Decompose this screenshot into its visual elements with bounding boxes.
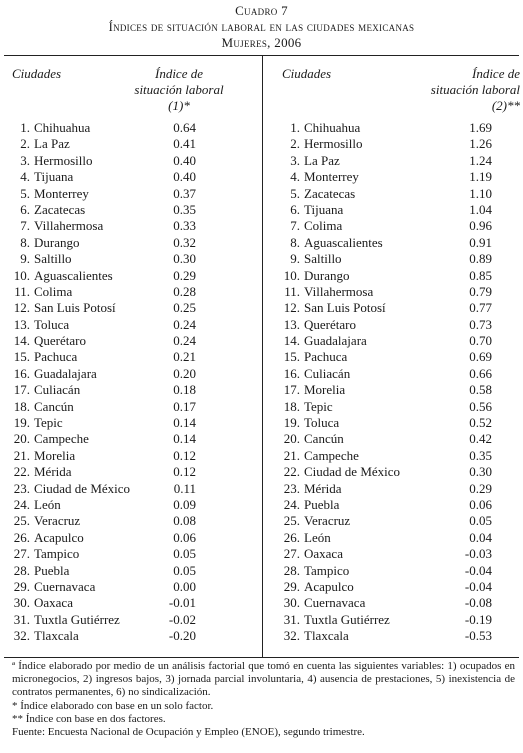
index-header-line: Índice de — [471, 66, 520, 81]
city-name: Morelia — [304, 382, 346, 398]
city-name: Tepic — [34, 415, 63, 431]
table-title — [0, 0, 523, 51]
rank-number: 15. — [283, 349, 300, 365]
table-row — [264, 497, 522, 513]
table-row — [264, 513, 522, 529]
table-row — [264, 349, 522, 365]
table-row — [4, 153, 262, 169]
index-value: 0.28 — [173, 283, 196, 299]
city-name: Campeche — [34, 431, 89, 447]
table-row — [264, 169, 522, 185]
table-row — [4, 349, 262, 365]
city-name: Tlaxcala — [34, 628, 79, 644]
table-row — [264, 546, 522, 562]
right-table — [264, 56, 522, 645]
table-row — [4, 169, 262, 185]
city-name: Durango — [304, 267, 350, 283]
index-value: 0.35 — [173, 201, 196, 217]
rank-number: 19. — [13, 415, 30, 431]
city-name: Cancún — [34, 398, 74, 414]
table-row — [4, 464, 262, 480]
rank-number: 21. — [13, 447, 30, 463]
left-header — [4, 56, 262, 120]
city-name: Oaxaca — [304, 546, 343, 562]
index-value: 0.33 — [173, 218, 196, 234]
index-value: 0.66 — [469, 365, 492, 381]
index-value: 0.14 — [173, 431, 196, 447]
table-row — [264, 186, 522, 202]
city-name: La Paz — [304, 152, 340, 168]
city-name: Acapulco — [34, 529, 84, 545]
index-value: 0.05 — [173, 562, 196, 578]
index-header-line: (1)* — [168, 98, 190, 113]
city-name: Saltillo — [34, 251, 72, 267]
index-value: 1.10 — [469, 185, 492, 201]
rank-number: 17. — [283, 382, 300, 398]
city-name: Guadalajara — [304, 333, 367, 349]
index-value: 0.29 — [469, 480, 492, 496]
table-row — [264, 563, 522, 579]
city-name: Tijuana — [34, 169, 74, 185]
table-row — [264, 120, 522, 136]
rank-number: 1. — [20, 120, 30, 135]
index-value: 1.26 — [469, 136, 492, 152]
rank-number: 14. — [13, 333, 30, 349]
table-row — [264, 415, 522, 431]
index-value: 0.37 — [173, 185, 196, 201]
table-row — [4, 136, 262, 152]
rank-number: 20. — [13, 431, 30, 447]
table-row — [264, 202, 522, 218]
city-name: Tuxtla Gutiérrez — [304, 611, 390, 627]
table-number: Cuadro 7 — [235, 3, 288, 18]
table-row — [4, 579, 262, 595]
city-name: Tampico — [34, 546, 80, 562]
rank-number: 10. — [283, 267, 300, 283]
city-name: Toluca — [34, 316, 70, 332]
index-value: 1.19 — [469, 169, 492, 185]
rank-number: 5. — [20, 185, 30, 201]
index-value: 0.05 — [469, 513, 492, 529]
table-row — [264, 251, 522, 267]
table-row — [264, 628, 522, 644]
table-row — [4, 563, 262, 579]
index-header-line: situación laboral — [430, 82, 520, 97]
table-row — [4, 251, 262, 267]
table-row — [4, 186, 262, 202]
table-row — [264, 153, 522, 169]
table-row — [4, 481, 262, 497]
rank-number: 31. — [283, 611, 300, 627]
city-name: Chihuahua — [34, 120, 91, 135]
rank-number: 20. — [283, 431, 300, 447]
table-row — [264, 464, 522, 480]
rank-number: 16. — [283, 365, 300, 381]
table-row — [264, 530, 522, 546]
rank-number: 8. — [290, 234, 300, 250]
index-value: 0.17 — [173, 398, 196, 414]
rank-number: 5. — [290, 185, 300, 201]
index-value: 0.09 — [173, 496, 196, 512]
index-value: 0.06 — [469, 496, 492, 512]
index-value: 0.12 — [173, 447, 196, 463]
city-name: Querétaro — [304, 316, 356, 332]
index-value: 0.58 — [469, 382, 492, 398]
table-row — [264, 448, 522, 464]
index-header-line: situación laboral — [134, 82, 224, 97]
left-rows — [4, 120, 262, 645]
city-name: Veracruz — [304, 513, 351, 529]
index-value: 0.04 — [469, 529, 492, 545]
city-name: Guadalajara — [34, 365, 97, 381]
rank-number: 28. — [13, 562, 30, 578]
index-value: 0.00 — [173, 578, 196, 594]
rank-number: 24. — [13, 496, 30, 512]
city-name: Hermosillo — [304, 136, 363, 152]
table-row — [4, 284, 262, 300]
bottom-rule — [4, 657, 519, 658]
city-name: Toluca — [304, 415, 340, 431]
city-name: Villahermosa — [304, 283, 374, 299]
index-value: 0.24 — [173, 333, 196, 349]
index-value: 0.11 — [173, 480, 196, 496]
city-name: Saltillo — [304, 251, 342, 267]
city-name: León — [34, 496, 61, 512]
rank-number: 30. — [13, 595, 30, 611]
table-row — [264, 481, 522, 497]
rank-number: 23. — [13, 480, 30, 496]
table-row — [4, 268, 262, 284]
rank-number: 9. — [290, 251, 300, 267]
rank-number: 13. — [283, 316, 300, 332]
table-row — [4, 448, 262, 464]
index-value: 0.69 — [469, 349, 492, 365]
index-value: 0.64 — [173, 120, 196, 135]
table-row — [264, 284, 522, 300]
index-value: 0.30 — [173, 251, 196, 267]
city-name: Cuernavaca — [34, 578, 96, 594]
rank-number: 12. — [13, 300, 30, 316]
city-name: Chihuahua — [304, 120, 361, 135]
table-row — [4, 333, 262, 349]
table-row — [4, 120, 262, 136]
table-row — [264, 268, 522, 284]
table-row — [264, 218, 522, 234]
city-name: San Luis Potosí — [34, 300, 116, 316]
city-column-header: Ciudades — [12, 66, 62, 81]
city-name: Cancún — [304, 431, 344, 447]
city-name: Puebla — [304, 496, 340, 512]
city-name: Tlaxcala — [304, 628, 349, 644]
rank-number: 7. — [290, 218, 300, 234]
rank-number: 2. — [290, 136, 300, 152]
table-row — [4, 399, 262, 415]
index-value: -0.01 — [168, 595, 196, 611]
table-row — [4, 382, 262, 398]
rank-number: 4. — [20, 169, 30, 185]
city-name: Monterrey — [34, 185, 89, 201]
rank-number: 19. — [283, 415, 300, 431]
city-name: Tuxtla Gutiérrez — [34, 611, 120, 627]
rank-number: 14. — [283, 333, 300, 349]
index-value: 0.08 — [173, 513, 196, 529]
city-name: Querétaro — [34, 333, 86, 349]
index-value: 0.14 — [173, 415, 196, 431]
rank-number: 4. — [290, 169, 300, 185]
city-name: Tijuana — [304, 201, 344, 217]
index-value: 0.52 — [469, 415, 492, 431]
table-row — [264, 399, 522, 415]
table-row — [4, 530, 262, 546]
rank-number: 30. — [283, 595, 300, 611]
rank-number: 26. — [283, 529, 300, 545]
table-row — [4, 497, 262, 513]
rank-number: 29. — [13, 578, 30, 594]
index-value: -0.53 — [464, 628, 492, 644]
rank-number: 24. — [283, 496, 300, 512]
city-name: Pachuca — [304, 349, 348, 365]
table-row — [4, 513, 262, 529]
city-name: Morelia — [34, 447, 76, 463]
index-value: 0.41 — [173, 136, 196, 152]
index-value: 0.06 — [173, 529, 196, 545]
rank-number: 29. — [283, 578, 300, 594]
index-value: 0.12 — [173, 464, 196, 480]
index-value: 0.40 — [173, 152, 196, 168]
table-row — [4, 612, 262, 628]
index-value: -0.08 — [464, 595, 492, 611]
city-name: Veracruz — [34, 513, 81, 529]
source-note: Fuente: Encuesta Nacional de Ocupación y Empleo (ENOE), segundo trimestre. — [12, 726, 365, 739]
rank-number: 22. — [283, 464, 300, 480]
rank-number: 12. — [283, 300, 300, 316]
table-row — [4, 595, 262, 611]
city-name: Mérida — [304, 480, 342, 496]
table-row — [264, 300, 522, 316]
city-name: Durango — [34, 234, 80, 250]
table-row — [4, 202, 262, 218]
rank-number: 2. — [20, 136, 30, 152]
index-value: 0.35 — [469, 447, 492, 463]
rank-number: 1. — [290, 120, 300, 135]
city-name: Zacatecas — [304, 185, 356, 201]
rank-number: 21. — [283, 447, 300, 463]
city-name: Colima — [34, 283, 73, 299]
city-name: Zacatecas — [34, 201, 86, 217]
index-value: -0.20 — [168, 628, 196, 644]
index-value: 0.91 — [469, 234, 492, 250]
table-row — [4, 235, 262, 251]
rank-number: 26. — [13, 529, 30, 545]
index-value: -0.02 — [168, 611, 196, 627]
footnote-single-factor: * Índice elaborado con base en un solo factor. — [12, 699, 214, 712]
table-row — [264, 333, 522, 349]
index-value: 0.96 — [469, 218, 492, 234]
footnote-two-factors: ** Índice con base en dos factores. — [12, 712, 166, 725]
city-name: Aguascalientes — [304, 234, 383, 250]
table-row — [4, 431, 262, 447]
index-value: -0.19 — [464, 611, 492, 627]
rank-number: 11. — [284, 283, 300, 299]
index-value: 0.24 — [173, 316, 196, 332]
index-value: 0.85 — [469, 267, 492, 283]
table-row — [264, 579, 522, 595]
index-column-header — [124, 66, 234, 114]
index-value: 0.56 — [469, 398, 492, 414]
table-subcaption: Mujeres, 2006 — [221, 35, 302, 50]
footnotes — [12, 660, 515, 739]
index-value: 0.70 — [469, 333, 492, 349]
rank-number: 3. — [290, 152, 300, 168]
rank-number: 23. — [283, 480, 300, 496]
rank-number: 7. — [20, 218, 30, 234]
rank-number: 10. — [13, 267, 30, 283]
rank-number: 8. — [20, 234, 30, 250]
city-name: San Luis Potosí — [304, 300, 386, 316]
rank-number: 15. — [13, 349, 30, 365]
city-name: Acapulco — [304, 578, 354, 594]
city-column-header: Ciudades — [282, 66, 332, 81]
index-value: 0.42 — [469, 431, 492, 447]
city-name: Ciudad de México — [304, 464, 401, 480]
table-row — [264, 136, 522, 152]
city-name: Aguascalientes — [34, 267, 113, 283]
index-value: 1.04 — [469, 201, 492, 217]
index-value: 0.73 — [469, 316, 492, 332]
index-value: -0.04 — [464, 562, 492, 578]
index-value: 0.77 — [469, 300, 492, 316]
index-value: 1.24 — [469, 152, 492, 168]
city-name: Puebla — [34, 562, 70, 578]
table-row — [4, 300, 262, 316]
table-row — [4, 628, 262, 644]
rank-number: 22. — [13, 464, 30, 480]
city-name: Tepic — [304, 398, 333, 414]
city-name: Colima — [304, 218, 343, 234]
rank-number: 32. — [283, 628, 300, 644]
rank-number: 9. — [20, 251, 30, 267]
rank-number: 18. — [13, 398, 30, 414]
city-name: Campeche — [304, 447, 359, 463]
city-name: Oaxaca — [34, 595, 73, 611]
column-divider — [262, 56, 263, 657]
index-value: 0.30 — [469, 464, 492, 480]
index-value: 0.79 — [469, 283, 492, 299]
rank-number: 13. — [13, 316, 30, 332]
table-row — [4, 366, 262, 382]
left-table — [4, 56, 262, 645]
rank-number: 6. — [290, 201, 300, 217]
index-header-line: Índice de — [154, 66, 203, 81]
table-row — [264, 431, 522, 447]
city-name: Culiacán — [304, 365, 351, 381]
table-caption: Índices de situación laboral en las ciudades mexicanas — [108, 20, 415, 34]
city-name: Cuernavaca — [304, 595, 366, 611]
footnote-variables: ª Índice elaborado por medio de un análisis factorial que tomó en cuenta las siguientes variables: 1) ocupados en micronegocios, 2) ingresos bajos, 3) jornada parcial involuntaria, 4) ausencia de prestaciones, 5) inexistencia de contratos permanentes, 6) no sindicalización. — [12, 660, 515, 699]
rank-number: 6. — [20, 201, 30, 217]
rank-number: 25. — [283, 513, 300, 529]
rank-number: 28. — [283, 562, 300, 578]
city-name: Hermosillo — [34, 152, 93, 168]
index-value: -0.03 — [464, 546, 492, 562]
city-name: Villahermosa — [34, 218, 104, 234]
table-row — [264, 366, 522, 382]
rank-number: 16. — [13, 365, 30, 381]
rank-number: 31. — [13, 611, 30, 627]
rank-number: 27. — [13, 546, 30, 562]
table-row — [264, 382, 522, 398]
table-row — [4, 415, 262, 431]
rank-number: 17. — [13, 382, 30, 398]
index-value: 0.18 — [173, 382, 196, 398]
index-value: 0.89 — [469, 251, 492, 267]
right-header — [264, 56, 522, 120]
city-name: Monterrey — [304, 169, 359, 185]
table-row — [4, 546, 262, 562]
rank-number: 32. — [13, 628, 30, 644]
index-value: 0.05 — [173, 546, 196, 562]
index-column-header — [410, 66, 520, 114]
rank-number: 3. — [20, 152, 30, 168]
table-row — [264, 317, 522, 333]
city-name: Mérida — [34, 464, 72, 480]
index-value: 0.29 — [173, 267, 196, 283]
index-value: -0.04 — [464, 578, 492, 594]
table-row — [4, 218, 262, 234]
rank-number: 27. — [283, 546, 300, 562]
city-name: Tampico — [304, 562, 350, 578]
city-name: León — [304, 529, 331, 545]
index-value: 0.21 — [173, 349, 196, 365]
city-name: La Paz — [34, 136, 70, 152]
table-row — [264, 235, 522, 251]
index-value: 0.32 — [173, 234, 196, 250]
rank-number: 25. — [13, 513, 30, 529]
index-value: 0.25 — [173, 300, 196, 316]
city-name: Pachuca — [34, 349, 78, 365]
index-header-line: (2)** — [491, 98, 520, 113]
city-name: Culiacán — [34, 382, 81, 398]
table-row — [4, 317, 262, 333]
index-value: 0.20 — [173, 365, 196, 381]
rank-number: 18. — [283, 398, 300, 414]
table-row — [264, 612, 522, 628]
rank-number: 11. — [14, 283, 30, 299]
index-value: 0.40 — [173, 169, 196, 185]
city-name: Ciudad de México — [34, 480, 131, 496]
right-rows — [264, 120, 522, 645]
index-value: 1.69 — [469, 120, 492, 135]
table-row — [264, 595, 522, 611]
